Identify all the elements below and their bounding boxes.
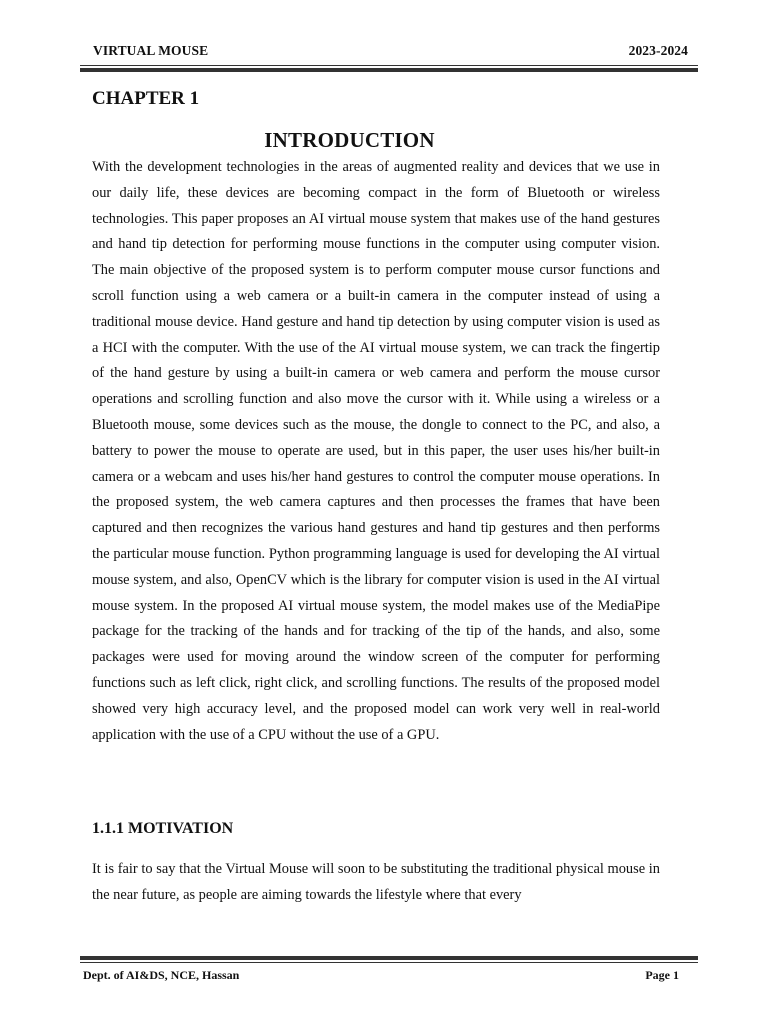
chapter-label: CHAPTER 1 bbox=[92, 88, 200, 109]
footer-rule-thin bbox=[80, 962, 698, 963]
footer-rule-thick bbox=[80, 956, 698, 960]
header-rule-thin bbox=[80, 65, 698, 66]
footer-department: Dept. of AI&DS, NCE, Hassan bbox=[83, 968, 240, 982]
chapter-title: INTRODUCTION bbox=[264, 128, 435, 152]
header-year: 2023-2024 bbox=[628, 43, 688, 58]
header-title: VIRTUAL MOUSE bbox=[93, 43, 209, 58]
header-rule-thick bbox=[80, 68, 698, 72]
intro-paragraph: With the development technologies in the areas of augmented reality and devices that we use in our daily life, these devices are becoming compact in the form of Bluetooth or wireless technologies. This paper proposes an AI virtual mouse system that makes use of the hand gestures and hand tip detection for performing mouse functions in the computer using computer vision. The main objective of the proposed system is to perform computer mouse cursor functions and scroll function using a web camera or a built-in camera in the computer instead of using a traditional mouse device. Hand gesture and hand tip detection by using computer vision is used as a HCI with the computer. With the use of the AI virtual mouse system, we can track the fingertip of the hand gesture by using a built-in camera or web camera and perform the mouse cursor operations and scrolling function and also move the cursor with it. While using a wireless or a Bluetooth mouse, some devices such as the mouse, the dongle to connect to the PC, and also, a battery to power the mouse to operate are used, but in this paper, the user uses his/her built-in camera or a webcam and uses his/her hand gestures to control the computer mouse operations. In the proposed system, the web camera captures and then processes the frames that have been captured and then recognizes the various hand gestures and hand tip gestures and then performs the particular mouse function. Python programming language is used for developing the AI virtual mouse system, and also, OpenCV which is the library for computer vision is used in the AI virtual mouse system. In the proposed AI virtual mouse system, the model makes use of the MediaPipe package for the tracking of the hands and for tracking of the tip of the hands, and also, some packages were used for moving around the window screen of the computer for performing functions such as left click, right click, and scrolling functions. The results of the proposed model showed very high accuracy level, and the proposed model can work very well in real-world application with the use of a CPU without the use of a GPU. bbox=[92, 159, 660, 743]
page-number: Page 1 bbox=[645, 968, 679, 982]
motivation-paragraph: It is fair to say that the Virtual Mouse will soon to be substituting the traditional physical mouse in the near future, as people are aiming towards the lifestyle where that every bbox=[92, 861, 660, 903]
section-heading: 1.1.1 MOTIVATION bbox=[92, 820, 234, 837]
